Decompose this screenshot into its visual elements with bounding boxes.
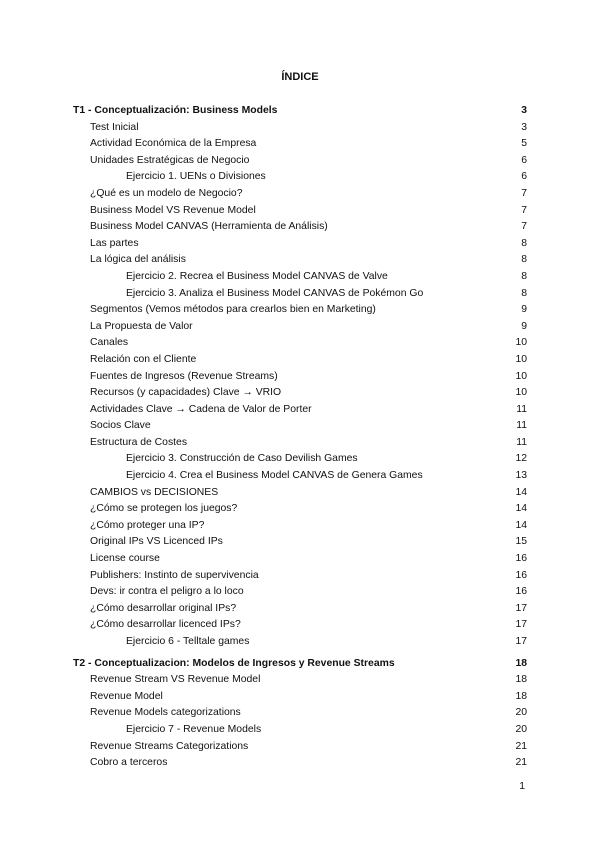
toc-entry-label: Test Inicial (90, 121, 139, 133)
toc-entry-page: 9 (521, 320, 527, 332)
toc-entry[interactable] (0, 501, 600, 518)
toc-entry-page: 16 (515, 586, 527, 598)
toc-entry-page: 16 (515, 569, 527, 581)
toc-entry-label: Ejercicio 2. Recrea el Business Model CANVAS de Valve (126, 270, 388, 282)
toc-entry-page: 17 (515, 602, 527, 614)
toc-entry[interactable] (0, 617, 600, 634)
toc-entry[interactable] (0, 203, 600, 220)
toc-entry-label: Cobro a terceros (90, 757, 168, 769)
toc-entry-label: License course (90, 553, 160, 565)
toc-entry-label: Ejercicio 1. UENs o Divisiones (126, 171, 266, 183)
toc-entry-label: Las partes (90, 237, 139, 249)
toc-entry[interactable] (0, 435, 600, 452)
toc-entry[interactable] (0, 584, 600, 601)
toc-entry-label: Publishers: Instinto de supervivencia (90, 569, 259, 581)
toc-entry-page: 18 (515, 657, 527, 669)
toc-entry[interactable] (0, 319, 600, 336)
toc-entry-label: Unidades Estratégicas de Negocio (90, 154, 250, 166)
toc-entry[interactable] (0, 518, 600, 535)
page-number: 1 (519, 781, 525, 792)
toc-entry-page: 6 (521, 171, 527, 183)
toc-entry[interactable] (0, 136, 600, 153)
toc-entry-label: Segmentos (Vemos métodos para crearlos bien en Marketing) (90, 304, 376, 316)
toc-entry[interactable] (0, 739, 600, 756)
toc-chapter[interactable] (0, 656, 600, 673)
toc-entry-label: Estructura de Costes (90, 436, 188, 448)
toc-entry-page: 8 (521, 287, 527, 299)
toc-entry-label: Recursos (y capacidades) Clave → VRIO (90, 387, 282, 399)
toc-entry-label: Ejercicio 7 - Revenue Models (126, 723, 262, 735)
toc-entry-page: 14 (515, 503, 527, 515)
toc-exercise[interactable] (0, 269, 600, 286)
toc-entry-label: Revenue Stream VS Revenue Model (90, 674, 261, 686)
toc-entry-page: 14 (515, 519, 527, 531)
toc-entry-label: ¿Qué es un modelo de Negocio? (90, 187, 243, 199)
toc-entry-page: 6 (521, 154, 527, 166)
toc-entry-label: Original IPs VS Licenced IPs (90, 536, 223, 548)
toc-entry-label: Devs: ir contra el peligro a lo loco (90, 586, 244, 598)
toc-entry[interactable] (0, 601, 600, 618)
toc-entry-page: 20 (515, 707, 527, 719)
toc-entry[interactable] (0, 755, 600, 772)
toc-entry-label: Revenue Streams Categorizations (90, 740, 249, 752)
toc-exercise[interactable] (0, 169, 600, 186)
toc-entry-label: T2 - Conceptualizacion: Modelos de Ingresos y Revenue Streams (73, 657, 395, 669)
toc-entry-label: ¿Cómo desarrollar licenced IPs? (90, 619, 241, 631)
toc-entry[interactable] (0, 689, 600, 706)
toc-entry[interactable] (0, 236, 600, 253)
toc-entry-page: 5 (521, 138, 527, 150)
toc-entry-label: ¿Cómo desarrollar original IPs? (90, 602, 237, 614)
toc-entry-page: 9 (521, 304, 527, 316)
toc-entry-label: Revenue Model (90, 690, 163, 702)
toc-entry[interactable] (0, 186, 600, 203)
toc-entry-page: 8 (521, 237, 527, 249)
toc-entry-label: ¿Cómo se protegen los juegos? (90, 503, 238, 515)
toc-entry-page: 3 (521, 105, 527, 116)
toc-entry-label: Fuentes de Ingresos (Revenue Streams) (90, 370, 278, 382)
toc-entry-page: 10 (515, 370, 527, 382)
toc-entry[interactable] (0, 352, 600, 369)
toc-entry-page: 18 (515, 690, 527, 702)
toc-entry[interactable] (0, 302, 600, 319)
toc-entry-label: Ejercicio 6 - Telltale games (126, 636, 250, 647)
toc-entry-page: 7 (521, 204, 527, 216)
toc-exercise[interactable] (0, 451, 600, 468)
toc-entry-label: La Propuesta de Valor (90, 320, 193, 332)
toc-entry-page: 8 (521, 270, 527, 282)
toc-entry-page: 16 (515, 553, 527, 565)
toc-entry-page: 14 (515, 486, 527, 498)
toc-entry-page: 21 (515, 740, 527, 752)
toc-entry-page: 3 (521, 121, 527, 133)
toc-entry[interactable] (0, 252, 600, 269)
toc-entry-label: Business Model VS Revenue Model (90, 204, 256, 216)
toc-entry[interactable] (0, 335, 600, 352)
toc-entry[interactable] (0, 705, 600, 722)
toc-entry-label: CAMBIOS vs DECISIONES (90, 486, 219, 498)
toc-entry-page: 10 (515, 337, 527, 349)
toc-entry-page: 11 (516, 403, 527, 415)
page-title: ÍNDICE (281, 71, 319, 83)
toc-entry-label: Actividad Económica de la Empresa (90, 138, 257, 150)
toc-entry-page: 11 (516, 420, 527, 432)
toc-entry-label: ¿Cómo proteger una IP? (90, 519, 205, 531)
toc-entry-label: Actividades Clave → Cadena de Valor de Porter (90, 403, 312, 415)
toc-chapter[interactable] (0, 103, 600, 120)
toc-entry[interactable] (0, 369, 600, 386)
toc-entry-label: Ejercicio 3. Construcción de Caso Devilish Games (126, 453, 358, 465)
toc-entry-page: 21 (515, 757, 527, 769)
toc-entry-label: La lógica del análisis (90, 254, 186, 266)
toc-entry-page: 18 (515, 674, 527, 686)
toc-entry[interactable] (0, 568, 600, 585)
toc-entry[interactable] (0, 153, 600, 170)
toc-entry-page: 10 (515, 353, 527, 365)
toc-entry[interactable] (0, 551, 600, 568)
toc-entry-label: T1 - Conceptualización: Business Models (73, 105, 278, 116)
toc-entry[interactable] (0, 672, 600, 689)
toc-entry[interactable] (0, 534, 600, 551)
toc-entry-page: 10 (515, 387, 527, 399)
toc-entry-page: 7 (521, 187, 527, 199)
toc-entry-page: 20 (515, 723, 527, 735)
table-of-contents (0, 103, 600, 772)
toc-exercise[interactable] (0, 468, 600, 485)
toc-entry[interactable] (0, 418, 600, 435)
toc-entry[interactable] (0, 402, 600, 419)
toc-entry-page: 17 (515, 619, 527, 631)
toc-entry[interactable] (0, 219, 600, 236)
toc-exercise[interactable] (0, 634, 600, 651)
toc-entry-page: 15 (515, 536, 527, 548)
toc-entry-page: 7 (521, 221, 527, 233)
toc-entry-label: Relación con el Cliente (90, 353, 197, 365)
toc-entry-label: Revenue Models categorizations (90, 707, 241, 719)
toc-entry[interactable] (0, 120, 600, 137)
toc-entry-page: 13 (515, 470, 527, 482)
toc-entry-page: 11 (516, 436, 527, 448)
toc-entry-label: Ejercicio 4. Crea el Business Model CANVAS de Genera Games (126, 470, 423, 482)
toc-entry[interactable] (0, 385, 600, 402)
toc-entry-page: 12 (515, 453, 527, 465)
toc-entry[interactable] (0, 485, 600, 502)
toc-entry-page: 8 (521, 254, 527, 266)
toc-entry-page: 17 (515, 636, 527, 647)
toc-exercise[interactable] (0, 286, 600, 303)
toc-entry-label: Socios Clave (90, 420, 151, 432)
toc-entry-label: Ejercicio 3. Analiza el Business Model CANVAS de Pokémon Go (126, 287, 424, 299)
toc-exercise[interactable] (0, 722, 600, 739)
toc-entry-label: Canales (90, 337, 129, 349)
toc-entry-label: Business Model CANVAS (Herramienta de Análisis) (90, 221, 328, 233)
